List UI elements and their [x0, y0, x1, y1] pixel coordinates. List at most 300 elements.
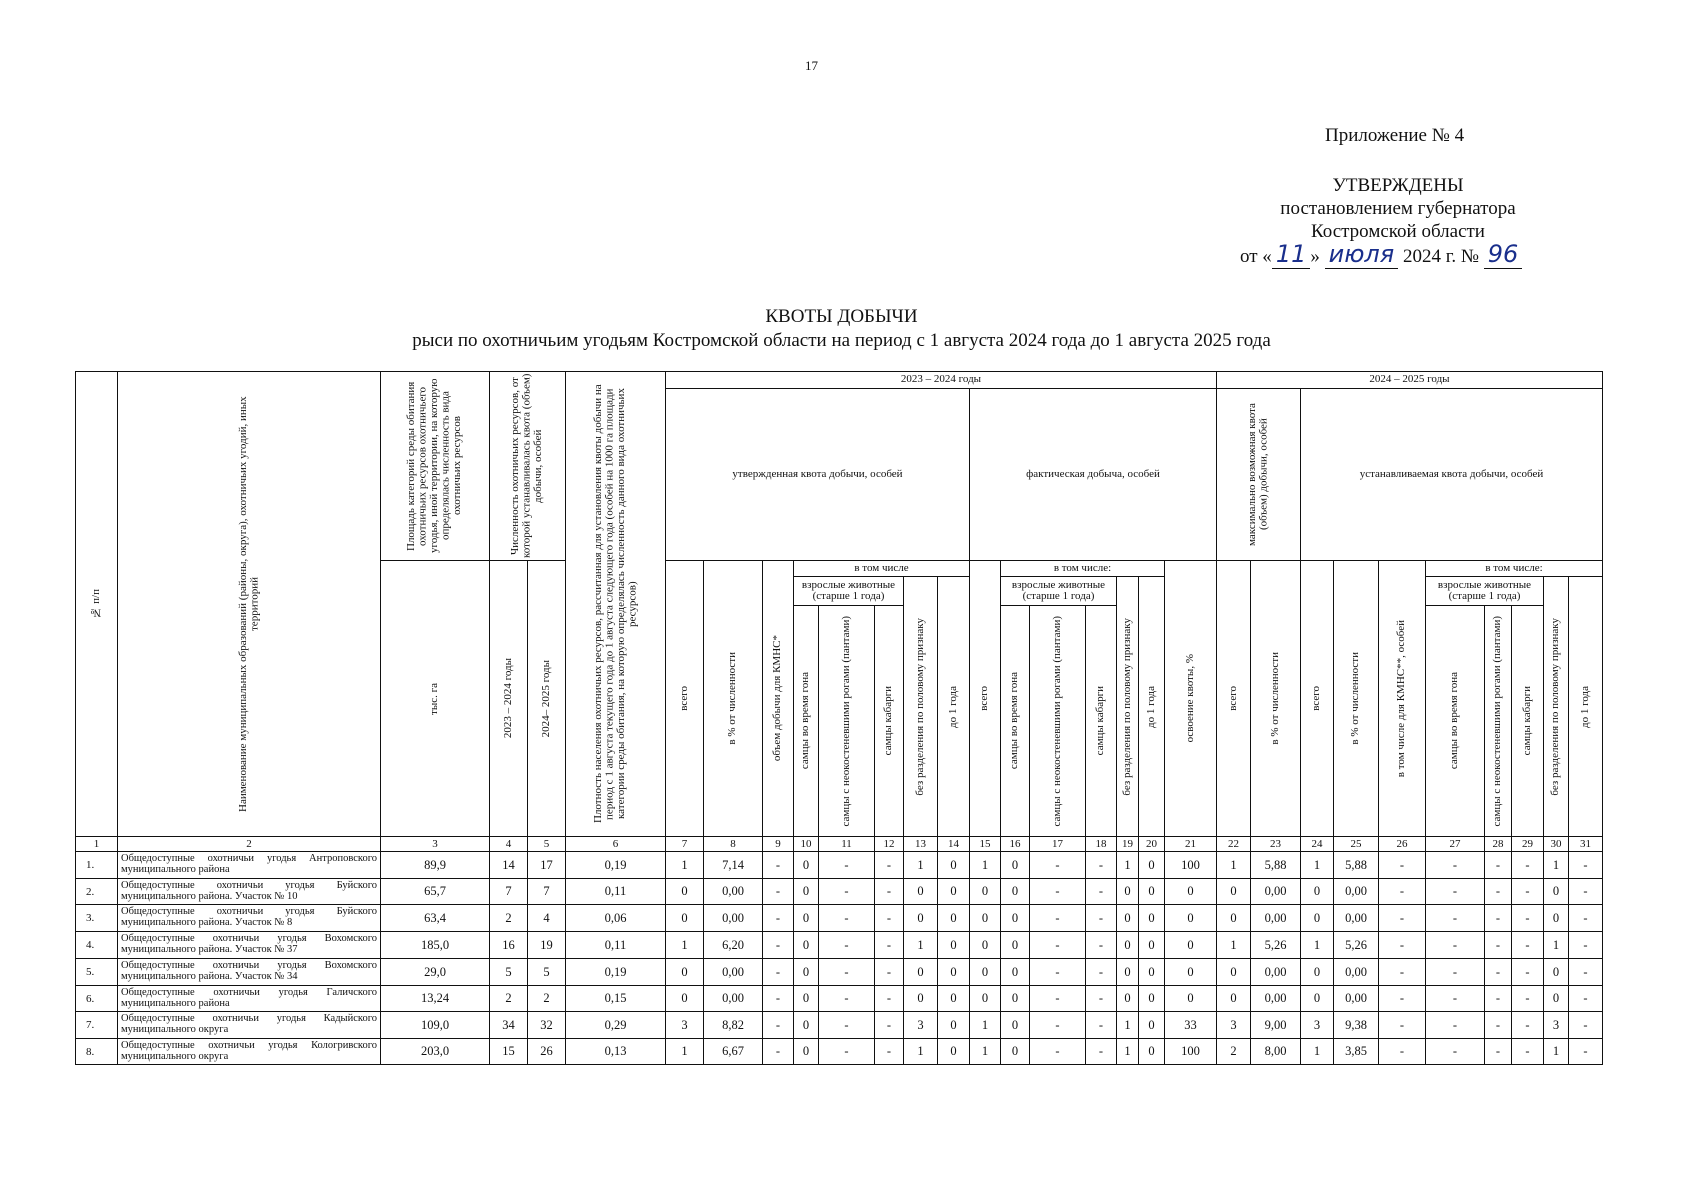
- data-cell: 0: [665, 985, 704, 1012]
- data-cell: 0: [1138, 1038, 1165, 1065]
- data-cell: -: [818, 1011, 875, 1039]
- column-number: 7: [665, 836, 704, 852]
- column-number: 15: [969, 836, 1001, 852]
- header-area-unit: [380, 560, 490, 837]
- data-cell: 203,0: [380, 1038, 490, 1065]
- column-number: 8: [703, 836, 763, 852]
- data-cell: 3: [903, 1011, 938, 1039]
- data-cell: 0: [1543, 904, 1569, 932]
- header-total-text: всего: [1310, 686, 1323, 711]
- data-cell: 0: [1000, 985, 1030, 1012]
- data-cell: 0: [969, 958, 1001, 986]
- data-cell: 1: [903, 1038, 938, 1065]
- data-cell: 0: [903, 958, 938, 986]
- data-cell: 0: [903, 904, 938, 932]
- header-musk-males-text: самцы кабарги: [1094, 686, 1107, 756]
- data-cell: 0: [1000, 1038, 1030, 1065]
- header-total: [665, 560, 704, 837]
- column-number: 3: [380, 836, 490, 852]
- header-under-1-year: [937, 576, 970, 837]
- data-cell: -: [1511, 1011, 1544, 1039]
- data-cell: 0,00: [1250, 985, 1301, 1012]
- row-name: Общедоступные охотничьи угодья Вохомского муниципального района. Участок № 37: [117, 931, 381, 959]
- header-males-rut-text: самцы во время гона: [1008, 672, 1021, 770]
- data-cell: 1: [903, 851, 938, 879]
- column-number: 22: [1216, 836, 1251, 852]
- data-cell: -: [1378, 958, 1426, 986]
- data-cell: 0: [1216, 878, 1251, 905]
- data-cell: 9,38: [1333, 1011, 1379, 1039]
- header-kmns-text: объем добычи для КМНС*: [771, 635, 784, 762]
- header-set-quota: устанавливаемая квота добычи, особей: [1300, 388, 1603, 561]
- data-cell: -: [1425, 958, 1485, 986]
- data-cell: 0: [1000, 851, 1030, 879]
- header-under-1-year-text: до 1 года: [1578, 685, 1591, 728]
- data-cell: 17: [527, 851, 566, 879]
- header-including: в том числе: [793, 560, 970, 577]
- header-kmns: [1378, 560, 1426, 837]
- header-no-sex-division: [1543, 576, 1569, 837]
- data-cell: 0: [969, 985, 1001, 1012]
- header-area: [380, 371, 490, 561]
- data-cell: -: [874, 878, 904, 905]
- data-cell: 1: [969, 851, 1001, 879]
- header-males-antlers: [1484, 605, 1512, 837]
- header-density: [565, 371, 666, 837]
- data-cell: 1: [1543, 931, 1569, 959]
- data-cell: -: [762, 1011, 794, 1039]
- data-cell: -: [1378, 931, 1426, 959]
- data-cell: 0: [793, 1038, 819, 1065]
- data-cell: 34: [489, 1011, 528, 1039]
- data-cell: -: [1085, 1011, 1117, 1039]
- data-cell: 2: [527, 985, 566, 1012]
- data-cell: -: [1378, 878, 1426, 905]
- data-cell: -: [874, 931, 904, 959]
- document-subtitle: рыси по охотничьим угодьям Костромской области на период с 1 августа 2024 года до 1 августа 2025 года: [412, 330, 1271, 351]
- data-cell: -: [762, 931, 794, 959]
- data-cell: -: [1484, 931, 1512, 959]
- data-cell: -: [762, 851, 794, 879]
- header-percent: [1333, 560, 1379, 837]
- row-name: Общедоступные охотничьи угодья Вохомского муниципального района. Участок № 34: [117, 958, 381, 986]
- header-under-1-year: [1138, 576, 1165, 837]
- data-cell: 109,0: [380, 1011, 490, 1039]
- data-cell: 0: [1116, 904, 1139, 932]
- data-cell: -: [1425, 851, 1485, 879]
- header-count-year1-text: 2023 – 2024 годы: [501, 658, 514, 739]
- data-cell: -: [1378, 851, 1426, 879]
- data-cell: -: [874, 1011, 904, 1039]
- header-max-quota-text: максимально возможная квота (объем) добычи, особей: [1246, 403, 1270, 546]
- data-cell: 0,00: [1250, 904, 1301, 932]
- data-cell: 1: [665, 931, 704, 959]
- data-cell: 2: [489, 985, 528, 1012]
- data-cell: 0,15: [565, 985, 666, 1012]
- header-percent-text: в % от численности: [726, 652, 739, 745]
- column-number: 16: [1000, 836, 1030, 852]
- data-cell: -: [1568, 904, 1603, 932]
- data-cell: 0: [1164, 904, 1217, 932]
- header-total-text: всего: [677, 686, 690, 711]
- data-cell: -: [874, 985, 904, 1012]
- data-cell: -: [1568, 985, 1603, 1012]
- header-area-text: Площадь категорий среды обитания охотничьих ресурсов охотничьего угодья, иной территории, на которую определялась численность вида охотничьих ресурсов: [405, 378, 464, 554]
- header-no-sex-division-text: без разделения по половому признаку: [1549, 617, 1562, 796]
- data-cell: 0: [903, 985, 938, 1012]
- data-cell: -: [1568, 851, 1603, 879]
- data-cell: 0: [937, 1011, 970, 1039]
- date-mid: »: [1310, 246, 1320, 267]
- header-total: [1300, 560, 1334, 837]
- data-cell: -: [1425, 1011, 1485, 1039]
- header-males-rut-text: самцы во время гона: [1448, 672, 1461, 770]
- data-cell: 7: [489, 878, 528, 905]
- column-number: 24: [1300, 836, 1334, 852]
- data-cell: 3: [1543, 1011, 1569, 1039]
- data-cell: 0,19: [565, 958, 666, 986]
- row-name: Общедоступные охотничьи угодья Кадыйского муниципального округа: [117, 1011, 381, 1039]
- row-number: 1.: [75, 851, 118, 879]
- header-approved-quota: утвержденная квота добычи, особей: [665, 388, 970, 561]
- data-cell: 100: [1164, 851, 1217, 879]
- header-musk-males: [1511, 605, 1544, 837]
- column-number: 23: [1250, 836, 1301, 852]
- header-males-antlers-text: самцы с неокостеневшими рогами (пантами): [839, 615, 852, 827]
- data-cell: 89,9: [380, 851, 490, 879]
- data-cell: 2: [1216, 1038, 1251, 1065]
- data-cell: 0: [793, 931, 819, 959]
- column-number: 6: [565, 836, 666, 852]
- header-males-antlers: [818, 605, 875, 837]
- data-cell: 0: [1000, 1011, 1030, 1039]
- data-cell: -: [1568, 931, 1603, 959]
- data-cell: 0,00: [1250, 878, 1301, 905]
- data-cell: 0: [903, 878, 938, 905]
- header-total-text: всего: [978, 686, 991, 711]
- data-cell: 1: [665, 1038, 704, 1065]
- data-cell: 0,00: [1333, 958, 1379, 986]
- data-cell: 0: [1300, 878, 1334, 905]
- data-cell: 19: [527, 931, 566, 959]
- data-cell: 9,00: [1250, 1011, 1301, 1039]
- data-cell: 5,88: [1250, 851, 1301, 879]
- data-cell: 7: [527, 878, 566, 905]
- column-number: 12: [874, 836, 904, 852]
- header-count: [489, 371, 566, 561]
- data-cell: -: [1085, 878, 1117, 905]
- data-cell: 1: [1543, 1038, 1569, 1065]
- data-cell: -: [762, 958, 794, 986]
- data-cell: -: [1484, 985, 1512, 1012]
- header-quota-usage: [1164, 560, 1217, 837]
- data-cell: -: [818, 958, 875, 986]
- data-cell: 0,19: [565, 851, 666, 879]
- header-count-year1: [489, 560, 528, 837]
- data-cell: 0: [937, 985, 970, 1012]
- header-max-quota: [1216, 388, 1301, 561]
- column-number: 30: [1543, 836, 1569, 852]
- data-cell: 0: [1138, 904, 1165, 932]
- data-cell: 0: [1138, 958, 1165, 986]
- data-cell: 0: [793, 985, 819, 1012]
- column-number: 29: [1511, 836, 1544, 852]
- data-cell: 0: [1543, 985, 1569, 1012]
- data-cell: -: [762, 1038, 794, 1065]
- header-percent-text: в % от численности: [1349, 652, 1362, 745]
- data-cell: 2: [489, 904, 528, 932]
- data-cell: 0: [969, 878, 1001, 905]
- data-cell: 1: [1116, 1011, 1139, 1039]
- data-cell: 1: [1300, 851, 1334, 879]
- data-cell: 5,26: [1250, 931, 1301, 959]
- row-name: Общедоступные охотничьи угодья Галичского муниципального района: [117, 985, 381, 1012]
- data-cell: 0: [793, 851, 819, 879]
- data-cell: -: [1029, 878, 1086, 905]
- data-cell: -: [874, 904, 904, 932]
- data-cell: 13,24: [380, 985, 490, 1012]
- data-cell: -: [1085, 904, 1117, 932]
- data-cell: 0,29: [565, 1011, 666, 1039]
- data-cell: 0: [937, 851, 970, 879]
- data-cell: 0: [1164, 958, 1217, 986]
- header-no-sex-division: [1116, 576, 1139, 837]
- data-cell: 29,0: [380, 958, 490, 986]
- data-cell: -: [818, 931, 875, 959]
- data-cell: -: [1425, 931, 1485, 959]
- approval-line: УТВЕРЖДЕНЫ: [1332, 175, 1464, 196]
- data-cell: 5,88: [1333, 851, 1379, 879]
- column-number: 11: [818, 836, 875, 852]
- data-cell: 0: [937, 878, 970, 905]
- data-cell: -: [1425, 904, 1485, 932]
- data-cell: 100: [1164, 1038, 1217, 1065]
- data-cell: 0: [1138, 878, 1165, 905]
- data-cell: 3: [665, 1011, 704, 1039]
- data-cell: 5: [489, 958, 528, 986]
- data-cell: 1: [969, 1011, 1001, 1039]
- column-number: 10: [793, 836, 819, 852]
- data-cell: -: [1085, 958, 1117, 986]
- data-cell: 0,00: [1333, 878, 1379, 905]
- column-number: 2: [117, 836, 381, 852]
- data-cell: 7,14: [703, 851, 763, 879]
- data-cell: 0: [1138, 985, 1165, 1012]
- data-cell: -: [1085, 851, 1117, 879]
- data-cell: 14: [489, 851, 528, 879]
- data-cell: 0: [937, 1038, 970, 1065]
- header-adults: взрослые животные (старше 1 года): [793, 576, 904, 606]
- data-cell: -: [1425, 985, 1485, 1012]
- appendix-label: Приложение № 4: [1325, 125, 1465, 146]
- data-cell: 0: [1164, 985, 1217, 1012]
- data-cell: 0,11: [565, 878, 666, 905]
- column-number: 13: [903, 836, 938, 852]
- data-cell: 63,4: [380, 904, 490, 932]
- column-number: 20: [1138, 836, 1165, 852]
- data-cell: 0: [793, 904, 819, 932]
- data-cell: 32: [527, 1011, 566, 1039]
- header-total: [1216, 560, 1251, 837]
- data-cell: 1: [903, 931, 938, 959]
- data-cell: 0: [1000, 878, 1030, 905]
- data-cell: 0: [665, 878, 704, 905]
- header-count-text: Численность охотничьих ресурсов, от которой устанавливалась квота (объем) добычи, особей: [509, 373, 545, 559]
- data-cell: 0,13: [565, 1038, 666, 1065]
- data-cell: 0,11: [565, 931, 666, 959]
- header-musk-males-text: самцы кабарги: [882, 686, 895, 756]
- data-cell: 0,00: [1333, 904, 1379, 932]
- data-cell: -: [818, 878, 875, 905]
- data-cell: -: [1029, 958, 1086, 986]
- header-density-text: Плотность населения охотничьих ресурсов, рассчитанная для установления квоты добычи на период с 1 августа текущего года до 1 августа следующего года (особей на 1000 га площади категории среды обитания, на которую определялась численность данного вида охотничьих ресурсов): [591, 384, 638, 824]
- column-number: 5: [527, 836, 566, 852]
- column-number: 19: [1116, 836, 1139, 852]
- data-cell: -: [1085, 931, 1117, 959]
- data-cell: 0: [665, 904, 704, 932]
- data-cell: 0: [1116, 985, 1139, 1012]
- data-cell: 0: [665, 958, 704, 986]
- data-cell: 0: [1116, 931, 1139, 959]
- data-cell: 0: [1216, 985, 1251, 1012]
- data-cell: -: [818, 904, 875, 932]
- approval-block: [1258, 174, 1538, 243]
- data-cell: 8,82: [703, 1011, 763, 1039]
- data-cell: 5,26: [1333, 931, 1379, 959]
- data-cell: 0: [1116, 958, 1139, 986]
- data-cell: -: [818, 985, 875, 1012]
- data-cell: -: [874, 1038, 904, 1065]
- data-cell: -: [1085, 1038, 1117, 1065]
- data-cell: 8,00: [1250, 1038, 1301, 1065]
- data-cell: 0: [1216, 958, 1251, 986]
- data-cell: -: [1378, 985, 1426, 1012]
- date-prefix: от «: [1240, 246, 1272, 267]
- data-cell: -: [874, 851, 904, 879]
- header-num-text: № п/п: [89, 589, 102, 619]
- header-musk-males-text: самцы кабарги: [1520, 686, 1533, 756]
- row-name: Общедоступные охотничьи угодья Буйского муниципального района. Участок № 8: [117, 904, 381, 932]
- header-percent-text: в % от численности: [1268, 652, 1281, 745]
- header-actual-harvest: фактическая добыча, особей: [969, 388, 1217, 561]
- data-cell: 1: [1116, 851, 1139, 879]
- data-cell: 0: [1543, 958, 1569, 986]
- data-cell: 0: [1116, 878, 1139, 905]
- data-cell: 1: [1543, 851, 1569, 879]
- header-total: [969, 560, 1001, 837]
- column-number: 9: [762, 836, 794, 852]
- data-cell: 0,00: [1250, 958, 1301, 986]
- header-num: [75, 371, 118, 837]
- data-cell: -: [874, 958, 904, 986]
- data-cell: -: [1484, 851, 1512, 879]
- header-percent: [1250, 560, 1301, 837]
- data-cell: 65,7: [380, 878, 490, 905]
- data-cell: 33: [1164, 1011, 1217, 1039]
- data-cell: 0: [937, 931, 970, 959]
- data-cell: 0: [969, 931, 1001, 959]
- data-cell: 0: [1216, 904, 1251, 932]
- header-name: [117, 371, 381, 837]
- data-cell: -: [1511, 985, 1544, 1012]
- approval-line: Костромской области: [1311, 221, 1485, 242]
- data-cell: -: [1511, 931, 1544, 959]
- header-adults: взрослые животные (старше 1 года): [1425, 576, 1544, 606]
- data-cell: -: [1484, 958, 1512, 986]
- header-no-sex-division-text: без разделения по половому признаку: [1120, 617, 1133, 796]
- data-cell: 0: [1164, 931, 1217, 959]
- data-cell: -: [1568, 1038, 1603, 1065]
- data-cell: -: [818, 851, 875, 879]
- column-number: 21: [1164, 836, 1217, 852]
- data-cell: 1: [1216, 931, 1251, 959]
- data-cell: -: [1029, 904, 1086, 932]
- data-cell: 0: [793, 958, 819, 986]
- header-musk-males: [874, 605, 904, 837]
- header-name-text: Наименование муниципальных образований (районы, округа), охотничьих угодий, иных территорий: [236, 396, 260, 812]
- data-cell: -: [1378, 1038, 1426, 1065]
- header-count-year2-text: 2024– 2025 годы: [539, 659, 552, 738]
- date-day-handwritten: 11: [1272, 240, 1311, 269]
- row-number: 5.: [75, 958, 118, 986]
- row-number: 2.: [75, 878, 118, 905]
- data-cell: -: [1511, 1038, 1544, 1065]
- data-cell: -: [762, 904, 794, 932]
- data-cell: -: [1425, 1038, 1485, 1065]
- column-number: 25: [1333, 836, 1379, 852]
- data-cell: -: [1484, 878, 1512, 905]
- data-cell: 16: [489, 931, 528, 959]
- data-cell: -: [1029, 1038, 1086, 1065]
- header-percent: [703, 560, 763, 837]
- data-cell: 6,20: [703, 931, 763, 959]
- data-cell: 15: [489, 1038, 528, 1065]
- data-cell: -: [1568, 878, 1603, 905]
- row-number: 3.: [75, 904, 118, 932]
- row-number: 4.: [75, 931, 118, 959]
- data-cell: 0,06: [565, 904, 666, 932]
- header-quota-usage-text: освоение квоты, %: [1183, 654, 1196, 743]
- data-cell: -: [1568, 958, 1603, 986]
- data-cell: -: [818, 1038, 875, 1065]
- column-number: 28: [1484, 836, 1512, 852]
- approval-date-line: [1240, 240, 1522, 268]
- data-cell: -: [1378, 1011, 1426, 1039]
- header-including: в том числе:: [1000, 560, 1165, 577]
- data-cell: -: [1568, 1011, 1603, 1039]
- header-under-1-year-text: до 1 года: [1144, 685, 1157, 728]
- data-cell: 3: [1216, 1011, 1251, 1039]
- row-name: Общедоступные охотничьи угодья Кологривского муниципального округа: [117, 1038, 381, 1065]
- row-number: 7.: [75, 1011, 118, 1039]
- data-cell: 1: [969, 1038, 1001, 1065]
- data-cell: -: [762, 985, 794, 1012]
- header-total-text: всего: [1226, 686, 1239, 711]
- column-number: 1: [75, 836, 118, 852]
- header-males-antlers-text: самцы с неокостеневшими рогами (пантами): [1050, 615, 1063, 827]
- data-cell: -: [1484, 1011, 1512, 1039]
- row-name: Общедоступные охотничьи угодья Буйского муниципального района. Участок № 10: [117, 878, 381, 905]
- row-number: 8.: [75, 1038, 118, 1065]
- data-cell: 0: [793, 1011, 819, 1039]
- data-cell: -: [762, 878, 794, 905]
- header-males-antlers-text: самцы с неокостеневшими рогами (пантами): [1491, 615, 1504, 827]
- row-number: 6.: [75, 985, 118, 1012]
- header-males-rut: [793, 605, 819, 837]
- data-cell: 0: [793, 878, 819, 905]
- approval-line: постановлением губернатора: [1280, 198, 1516, 219]
- data-cell: -: [1425, 878, 1485, 905]
